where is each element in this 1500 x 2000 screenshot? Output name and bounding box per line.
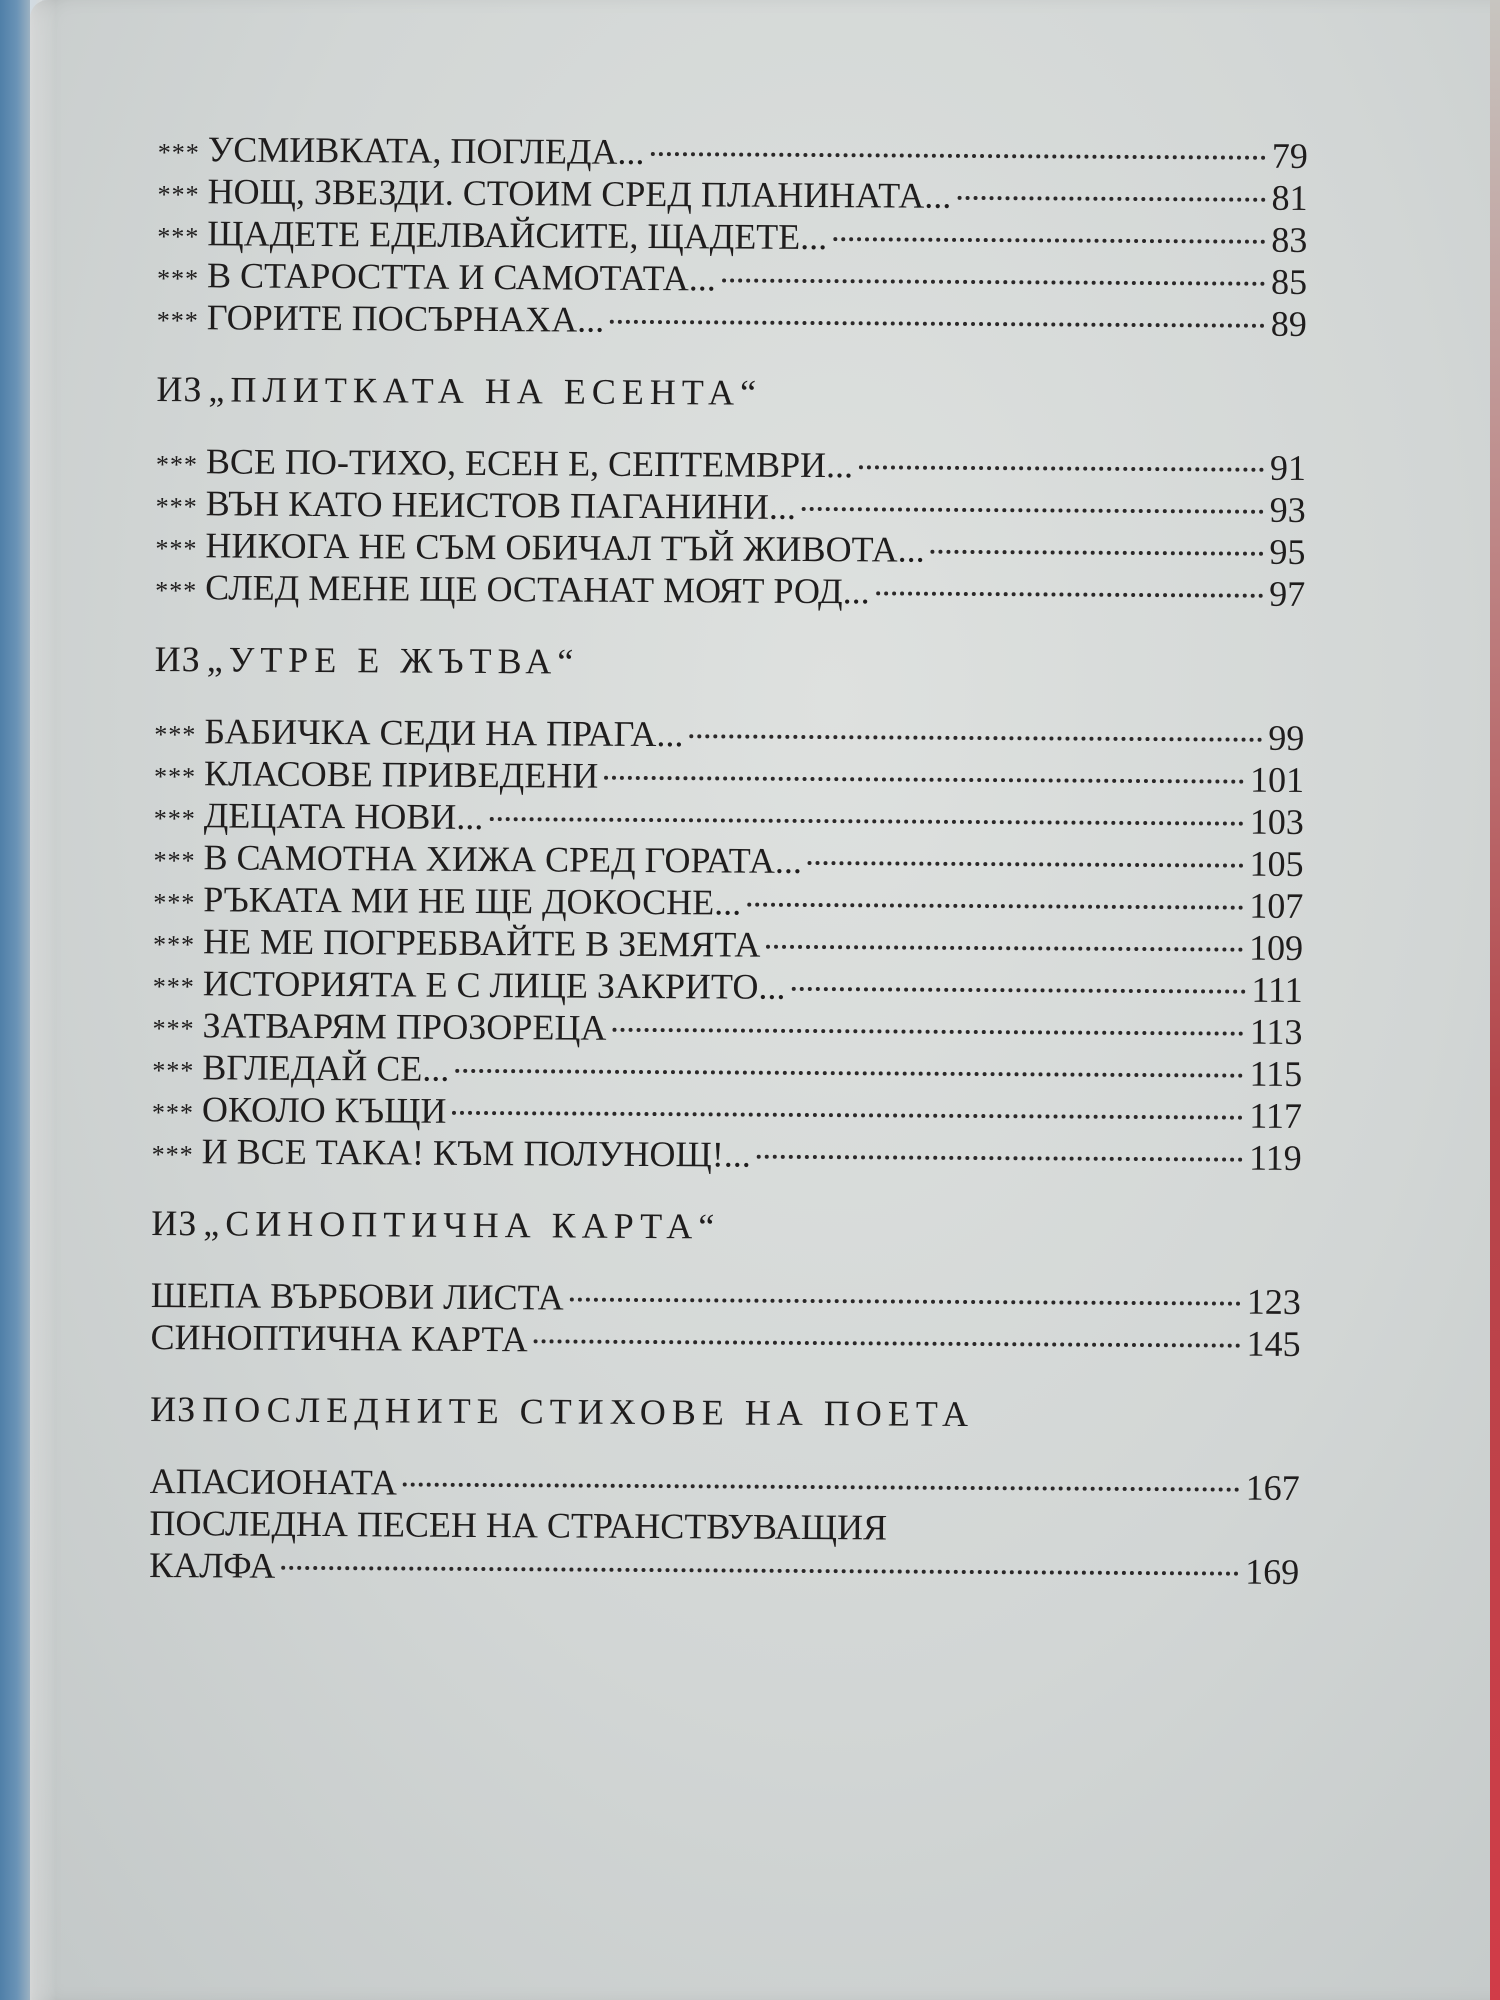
- toc-entry-page-number: 111: [1251, 969, 1303, 1011]
- toc-entry-stars: ***: [151, 1097, 195, 1128]
- toc-entry-leader-dots: [612, 1028, 1243, 1036]
- toc-entry-leader-dots: [747, 903, 1243, 910]
- toc-entry-leader-dots: [931, 550, 1264, 556]
- toc-entry-title: АПАСИОНАТА: [149, 1460, 398, 1503]
- toc-entry-stars: ***: [152, 1013, 195, 1044]
- toc-entry-page-number: 99: [1268, 717, 1305, 759]
- toc-entry-leader-dots: [604, 776, 1244, 784]
- toc-entry-title: НЕ МЕ ПОГРЕБВАЙТЕ В ЗЕМЯТА: [202, 921, 761, 965]
- toc-entry-page-number: 109: [1248, 927, 1304, 969]
- section-heading: [155, 634, 1305, 691]
- toc-entry-leader-dots: [833, 237, 1265, 244]
- toc-entry-stars: ***: [155, 491, 198, 522]
- toc-entry-leader-dots: [766, 945, 1243, 952]
- toc-entry-page-number: 115: [1249, 1053, 1303, 1095]
- toc-entry-leader-dots: [534, 1339, 1241, 1347]
- toc-entry-page-number: 85: [1270, 261, 1308, 303]
- toc-entry-stars: ***: [156, 263, 200, 294]
- toc-entry-leader-dots: [957, 196, 1265, 202]
- toc-entry-leader-dots: [403, 1483, 1240, 1492]
- toc-entry: [152, 1004, 1302, 1053]
- toc-entry: [150, 1316, 1300, 1365]
- toc-entry-leader-dots: [455, 1069, 1243, 1078]
- toc-entry-page-number: 79: [1271, 135, 1308, 177]
- toc-entry-title: БАБИЧКА СЕДИ НА ПРАГА...: [204, 711, 684, 755]
- toc-entry: [155, 566, 1305, 615]
- toc-entry-page-number: 169: [1245, 1551, 1300, 1592]
- section-heading-prefix: ИЗ: [156, 368, 203, 410]
- toc-entry-page-number: 145: [1246, 1323, 1301, 1365]
- toc-entry: [157, 254, 1307, 303]
- toc-entry-leader-dots: [610, 320, 1265, 328]
- toc-entry-stars: ***: [152, 1055, 195, 1086]
- toc-entry-page-number: 103: [1249, 801, 1304, 843]
- section-heading-title: ПОСЛЕДНИТЕ СТИХОВЕ НА ПОЕТА: [202, 1389, 975, 1435]
- toc-entry-page-number: 89: [1270, 303, 1307, 345]
- toc-entry-title: ЩАДЕТЕ ЕДЕЛВАЙСИТЕ, ЩАДЕТЕ...: [207, 213, 828, 258]
- toc-entry-title: СИНОПТИЧНА КАРТА: [150, 1316, 528, 1360]
- toc-entry: [149, 1544, 1299, 1593]
- toc-entry-page-number: 167: [1245, 1467, 1300, 1508]
- toc-entry: [157, 212, 1307, 261]
- toc-entry: [158, 128, 1308, 177]
- toc-entry: [154, 752, 1304, 801]
- toc-entry: [153, 920, 1303, 969]
- section-heading-prefix: ИЗ: [151, 1202, 198, 1244]
- toc-entry-stars: ***: [154, 719, 197, 750]
- toc-entry: [155, 524, 1305, 573]
- toc-entry-title: НОЩ, ЗВЕЗДИ. СТОИМ СРЕД ПЛАНИНАТА...: [207, 171, 952, 216]
- section-heading-title: „СИНОПТИЧНА КАРТА“: [203, 1203, 721, 1247]
- toc-entry: [152, 1046, 1302, 1095]
- toc-entry-leader-dots: [876, 591, 1264, 597]
- toc-entry-title: УСМИВКАТА, ПОГЛЕДА...: [207, 129, 645, 172]
- toc-entry-page-number: 97: [1269, 573, 1306, 615]
- toc-entry: [157, 296, 1307, 345]
- toc-entry-page-number: 83: [1271, 219, 1308, 261]
- toc-entry-leader-dots: [859, 465, 1264, 471]
- page-gutter-shadow: [30, 0, 56, 2000]
- toc-entry-title-line: ПОСЛЕДНА ПЕСЕН НА СТРАНСТВУВАЩИЯ: [149, 1502, 888, 1548]
- toc-entry-title: ВГЛЕДАЙ СЕ...: [202, 1047, 450, 1089]
- toc-entry-leader-dots: [808, 861, 1244, 868]
- toc-entry-leader-dots: [791, 987, 1245, 994]
- toc-entry-page-number: 107: [1249, 885, 1304, 927]
- toc-entry-stars: ***: [151, 1139, 194, 1170]
- toc-entry-leader-dots: [452, 1111, 1243, 1120]
- toc-entry-leader-dots: [281, 1566, 1239, 1576]
- toc-entry-page-number: 105: [1249, 843, 1304, 885]
- toc-entry-leader-dots: [570, 1298, 1241, 1306]
- toc-entry-leader-dots: [757, 1155, 1243, 1162]
- toc-entry-page-number: 119: [1248, 1137, 1302, 1179]
- toc-entry-title: И ВСЕ ТАКА! КЪМ ПОЛУНОЩ!...: [201, 1131, 751, 1175]
- toc-entry-stars: ***: [156, 305, 199, 336]
- toc-entry: [151, 1274, 1301, 1323]
- section-heading: [151, 1198, 1301, 1255]
- toc-entry: [156, 482, 1306, 531]
- toc-entry-leader-dots: [650, 152, 1265, 160]
- toc-entry-stars: ***: [157, 137, 200, 168]
- toc-entry: [152, 1088, 1302, 1137]
- toc-entry-stars: ***: [155, 449, 199, 480]
- toc-entry-stars: ***: [153, 803, 196, 834]
- toc-entry-title: В САМОТНА ХИЖА СРЕД ГОРАТА...: [203, 837, 803, 881]
- toc-entry-title: ИСТОРИЯТА Е С ЛИЦЕ ЗАКРИТО...: [202, 963, 786, 1007]
- toc-entry-title: ВЪН КАТО НЕИСТОВ ПАГАНИНИ...: [205, 483, 797, 527]
- toc-entry-stars: ***: [152, 929, 196, 960]
- toc-entry-stars: ***: [153, 887, 196, 918]
- toc-entry-page-number: 101: [1249, 759, 1305, 801]
- toc-entry: [153, 962, 1303, 1011]
- toc-entry-page-number: 123: [1246, 1281, 1301, 1323]
- toc-entry-stars: ***: [153, 761, 197, 792]
- toc-entry-title: НИКОГА НЕ СЪМ ОБИЧАЛ ТЪЙ ЖИВОТА...: [205, 525, 925, 570]
- toc-entry-title: ДЕЦАТА НОВИ...: [203, 795, 484, 838]
- toc-entry-title: РЪКАТА МИ НЕ ЩЕ ДОКОСНЕ...: [203, 879, 742, 923]
- toc-entry-title: СЛЕД МЕНЕ ЩЕ ОСТАНАТ МОЯТ РОД...: [205, 567, 870, 612]
- toc-entry-page-number: 91: [1269, 447, 1307, 489]
- toc-entry: [154, 794, 1304, 843]
- toc-entry: [154, 710, 1304, 759]
- toc-entry-leader-dots: [489, 817, 1243, 826]
- toc-entry-stars: ***: [157, 179, 200, 210]
- toc-entry-page-number: 113: [1249, 1011, 1303, 1053]
- toc-entry-title: ЗАТВАРЯМ ПРОЗОРЕЦА: [202, 1005, 607, 1048]
- toc-entry-title: КЛАСОВЕ ПРИВЕДЕНИ: [203, 753, 599, 796]
- toc-entry-leader-dots: [722, 278, 1265, 285]
- toc-entry-stars: ***: [155, 575, 198, 606]
- toc-entry-stars: ***: [155, 533, 198, 564]
- toc-entry-stars: ***: [157, 221, 200, 252]
- toc-entry: [153, 878, 1303, 927]
- toc-entry-stars: ***: [152, 971, 195, 1002]
- toc-entry: [150, 1460, 1300, 1509]
- toc-entry-page-number: 81: [1271, 177, 1308, 219]
- toc-entry: [152, 1130, 1302, 1179]
- section-heading: [156, 364, 1306, 421]
- toc-entry-stars: ***: [153, 845, 196, 876]
- section-heading-prefix: ИЗ: [154, 638, 201, 680]
- toc-entry: [153, 836, 1303, 885]
- toc-entry-page-number: 93: [1269, 489, 1306, 531]
- toc-entry-page-number: 117: [1249, 1095, 1303, 1137]
- section-heading-title: „УТРЕ Е ЖЪТВА“: [206, 639, 580, 682]
- toc-entry-title: ШЕПА ВЪРБОВИ ЛИСТА: [150, 1274, 564, 1318]
- section-heading-prefix: ИЗ: [150, 1388, 197, 1430]
- section-heading: [150, 1384, 1300, 1441]
- toc-entry-title: КАЛФА: [149, 1544, 276, 1586]
- toc-entry-title: ВСЕ ПО-ТИХО, ЕСЕН Е, СЕПТЕМВРИ...: [205, 441, 854, 486]
- table-of-contents: [149, 128, 1308, 1593]
- toc-entry-title: В СТАРОСТТА И САМОТАТА...: [206, 255, 716, 299]
- toc-entry-leader-dots: [689, 734, 1262, 741]
- toc-entry: [157, 170, 1307, 219]
- toc-entry: [156, 440, 1306, 489]
- section-heading-title: „ПЛИТКАТА НА ЕСЕНТА“: [208, 369, 763, 413]
- toc-entry-title: ГОРИТЕ ПОСЪРНАХА...: [206, 297, 605, 340]
- toc-entry-page-number: 95: [1269, 531, 1306, 573]
- toc-entry-title: ОКОЛО КЪЩИ: [201, 1089, 447, 1131]
- toc-entry-leader-dots: [802, 507, 1264, 514]
